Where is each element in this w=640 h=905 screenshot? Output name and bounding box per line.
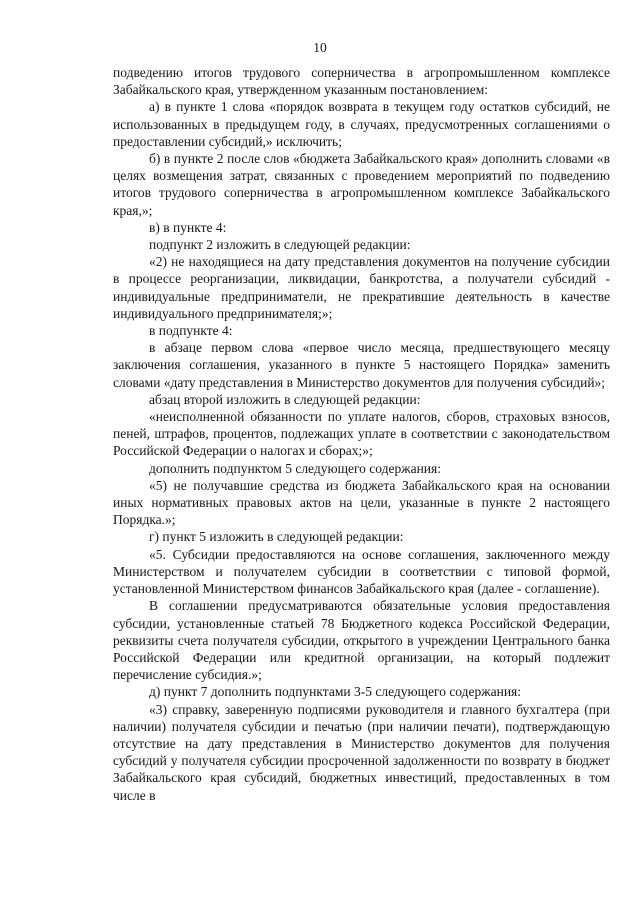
paragraph: а) в пункте 1 слова «порядок возврата в текущем году остатков субсидий, не использованных в предыдущем году, в случаях, предусмотренных соглашениями о предоставлении субсидий,» исключить; [113, 99, 610, 149]
paragraph: подведению итогов трудового соперничества в агропромышленном комплексе Забайкальского края, утвержденном указанным постановлением: [113, 65, 610, 98]
paragraph: абзац второй изложить в следующей редакции: [149, 391, 421, 407]
paragraph: г) пункт 5 изложить в следующей редакции: [149, 529, 404, 545]
paragraph: д) пункт 7 дополнить подпунктами 3-5 следующего содержания: [149, 684, 522, 700]
page-number: 10 [313, 40, 327, 55]
paragraph: «3) справку, заверенную подписями руководителя и главного бухгалтера (при наличии) получателя субсидии и печатью (при наличии печати), подтверждающую отсутствие на дату представления в Министерство документов для получения субсидий у получателя субсидии просроченной задолженности по возврату в бюджет Забайкальского края субсидий, бюджетных инвестиций, предоставленных в том числе в [113, 701, 610, 803]
paragraph: в подпункте 4: [149, 323, 233, 339]
paragraph: в абзаце первом слова «первое число месяца, предшествующего месяцу заключения соглашения, указанного в пункте 5 настоящего Порядка» заменить словами «дату представления в Министерство документов для получения субсидий»; [113, 340, 610, 390]
paragraph: «неисполненной обязанности по уплате налогов, сборов, страховых взносов, пеней, штрафов, процентов, подлежащих уплате в соответствии с законодательством Российской Федерации о налогах и сборах;»; [113, 409, 610, 459]
paragraph: «5) не получавшие средства из бюджета Забайкальского края на основании иных нормативных правовых актов на цели, указанные в пункте 2 настоящего Порядка.»; [113, 477, 610, 528]
paragraph: В соглашении предусматриваются обязательные условия предоставления субсидии, установленные статьей 78 Бюджетного кодекса Российской Федерации, реквизиты счета получателя субсидии, открытого в учреждении Центрального банка Российской Федерации или кредитной организации, на который подлежит перечисление субсидия.»; [113, 598, 610, 683]
paragraph: подпункт 2 изложить в следующей редакции: [149, 237, 411, 253]
paragraph: в) в пункте 4: [149, 219, 227, 235]
document-body [113, 64, 610, 804]
paragraph: «2) не находящиеся на дату представления документов на получение субсидии в процессе реорганизации, ликвидации, банкротства, а получатели субсидий - индивидуальные предприниматели, не прекратившие деятельность в качестве индивидуального предпринимателя;»; [113, 254, 610, 321]
paragraph: дополнить подпунктом 5 следующего содержания: [149, 460, 441, 476]
paragraph: б) в пункте 2 после слов «бюджета Забайкальского края» дополнить словами «в целях возмещения затрат, связанных с проведением мероприятий по подведению итогов трудового соперничества в агропромышленном комплексе Забайкальского края,»; [113, 151, 610, 218]
paragraph: «5. Субсидии предоставляются на основе соглашения, заключенного между Министерством и получателем субсидии в соответствии с типовой формой, установленной Министерством финансов Забайкальского края (далее - соглашение). [113, 546, 610, 597]
